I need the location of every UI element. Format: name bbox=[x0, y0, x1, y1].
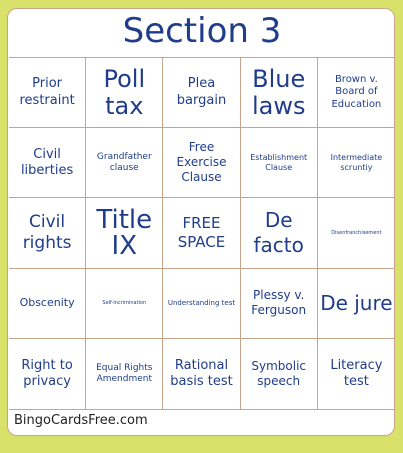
bingo-cell: Obscenity bbox=[9, 269, 86, 339]
footer-site-name: BingoCardsFree.com bbox=[14, 413, 148, 428]
bingo-cell: FREE SPACE bbox=[163, 198, 240, 268]
bingo-cell: Prior restraint bbox=[9, 58, 86, 128]
bingo-cell: Understanding test bbox=[163, 269, 240, 339]
bingo-cell: Blue laws bbox=[241, 58, 318, 128]
bingo-cell: Intermediate scruntiy bbox=[318, 128, 395, 198]
bingo-cell: Literacy test bbox=[330, 357, 383, 389]
bingo-cell: Title IX bbox=[86, 198, 163, 268]
bingo-cell: Rational basis test bbox=[163, 339, 240, 409]
bingo-cell: De jure bbox=[318, 269, 395, 339]
bingo-cell: Free Exercise Clause bbox=[163, 128, 240, 198]
bingo-grid bbox=[9, 57, 395, 410]
bingo-cell: Civil liberties bbox=[9, 128, 86, 198]
bingo-cell: Self-incrimination bbox=[86, 269, 163, 339]
bingo-cell: Right to privacy bbox=[9, 339, 86, 409]
card-title: Section 3 bbox=[122, 11, 282, 51]
bingo-cell: Symbolic speech bbox=[241, 339, 318, 409]
bingo-cell: Equal Rights Amendment bbox=[86, 339, 163, 409]
bingo-cell: Civil rights bbox=[9, 198, 86, 268]
bingo-cell: Poll tax bbox=[86, 58, 163, 128]
bingo-cell: De facto bbox=[241, 198, 318, 268]
bingo-cell: Plessy v. Ferguson bbox=[241, 269, 318, 339]
bingo-cell: Disenfranchisement bbox=[318, 198, 395, 268]
bingo-cell: Grandfather clause bbox=[86, 128, 163, 198]
bingo-cell: Plea bargain bbox=[163, 58, 240, 128]
bingo-cell: Establishment Clause bbox=[241, 128, 318, 198]
bingo-cell: Brown v. Board of Education bbox=[318, 58, 395, 128]
bingo-card bbox=[7, 8, 395, 436]
